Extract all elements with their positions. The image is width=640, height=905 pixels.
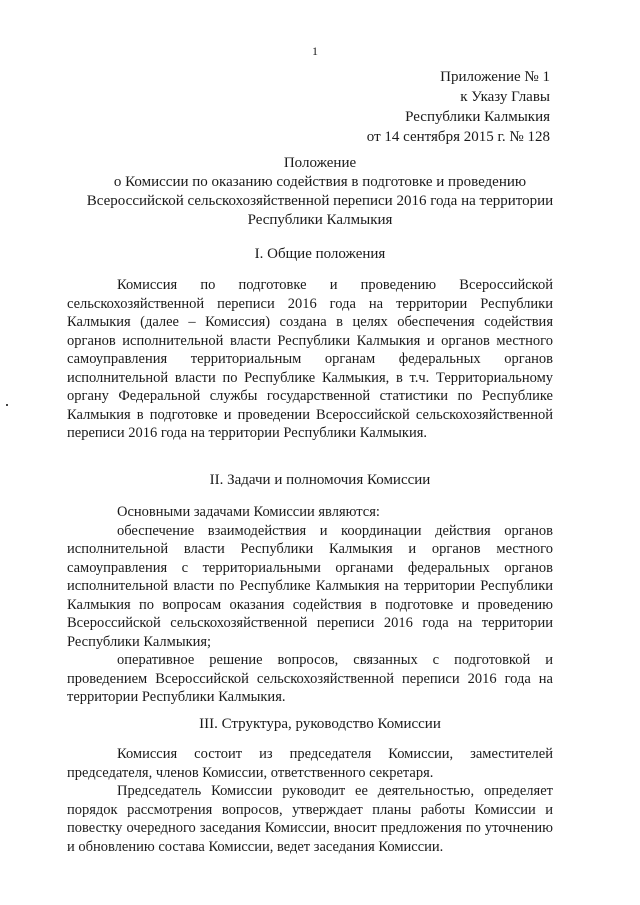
paragraph: обеспечение взаимодействия и координации действия органов исполнительной власти Республики Калмыкия и органов местного самоуправления с территориальными органами федеральных органов исполнительной власти по Республике Калмыкия на территории Республики Калмыкия по вопросам оказания содействия в подготовке и проведению Всероссийской сельскохозяйственной переписи 2016 года на территории Республики Калмыкия; (67, 522, 553, 650)
annex-line: Республики Калмыкия (405, 109, 550, 125)
document-title (60, 154, 580, 230)
section-body-2 (67, 503, 553, 707)
paragraph: Комиссия состоит из председателя Комиссии, заместителей председателя, членов Комиссии, ответственного секретаря. (67, 746, 553, 781)
paragraph: Основными задачами Комиссии являются: (117, 504, 380, 520)
section-body-3 (67, 745, 553, 856)
section-heading-1: I. Общие положения (254, 246, 386, 262)
paragraph: Комиссия по подготовке и проведению Всероссийской сельскохозяйственной переписи 2016 года на территории Республики Калмыкия (далее – Комиссия) создана в целях обеспечения содействия органов исполнительной власти Республики Калмыкия и органов местного самоуправления территориальным органам федеральных органов исполнительной власти по Республике Калмыкия, в т.ч. Территориальному органу Федеральной службы государственной статистики по Республике Калмыкия в подготовке и проведении Всероссийской сельскохозяйственной переписи 2016 года на территории Республики Калмыкия. (67, 277, 553, 441)
title-line: о Комиссии по оказанию содействия в подготовке и проведению (113, 174, 527, 190)
section-heading-2: II. Задачи и полномочия Комиссии (209, 472, 431, 488)
annex-line: к Указу Главы (460, 89, 550, 105)
paragraph: Председатель Комиссии руководит ее деятельностью, определяет порядок рассмотрения вопросов, утверждает планы работы Комиссии и повестку очередного заседания Комиссии, вносит предложения по уточнению и обновлению состава Комиссии, ведет заседания Комиссии. (67, 783, 553, 855)
annex-line: от 14 сентября 2015 г. № 128 (366, 129, 550, 145)
scan-speck (6, 404, 8, 406)
page-number: 1 (312, 44, 318, 58)
paragraph: оперативное решение вопросов, связанных с подготовкой и проведением Всероссийской сельскохозяйственной переписи 2016 года на территории Республики Калмыкия. (67, 652, 553, 705)
annex-line: Приложение № 1 (440, 69, 550, 85)
title-line: Положение (283, 155, 357, 171)
title-line: Всероссийской сельскохозяйственной переписи 2016 года на территории (86, 193, 554, 209)
section-heading-3: III. Структура, руководство Комиссии (199, 716, 441, 732)
annex-block (367, 67, 550, 147)
section-body-1 (67, 276, 553, 443)
title-line: Республики Калмыкия (247, 212, 393, 228)
